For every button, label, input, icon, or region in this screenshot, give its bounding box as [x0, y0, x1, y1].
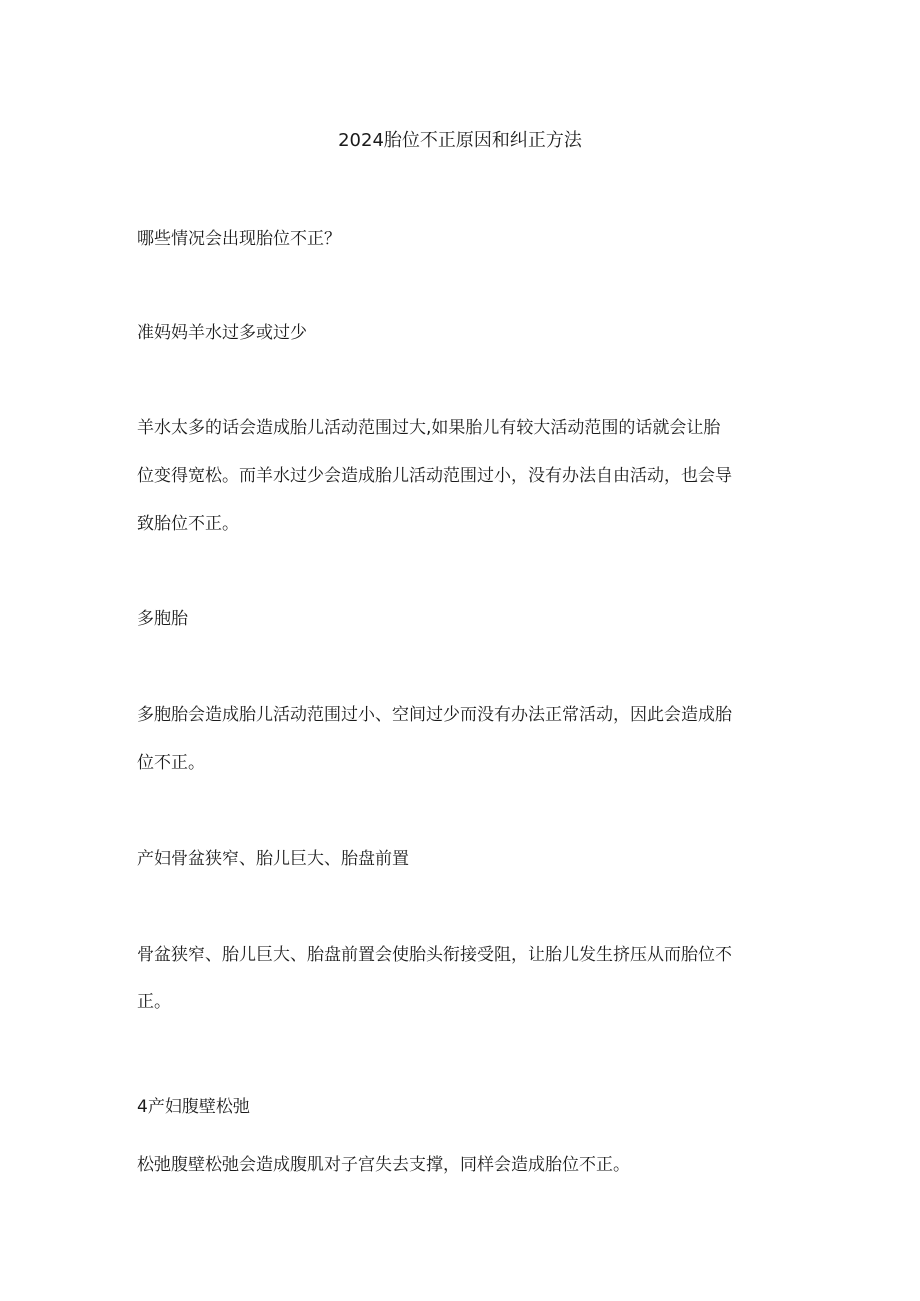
section-heading-amniotic-fluid: 准妈妈羊水过多或过少	[137, 323, 307, 343]
document-title: 2024胎位不正原因和纠正方法	[338, 130, 582, 151]
paragraph-line: 位不正。	[137, 753, 205, 773]
paragraph-line: 羊水太多的话会造成胎儿活动范围过大,如果胎儿有较大活动范围的话就会让胎	[137, 418, 721, 438]
section-heading-multiple-pregnancy: 多胞胎	[137, 609, 188, 629]
paragraph-line: 多胞胎会造成胎儿活动范围过小、空间过少而没有办法正常活动，因此会造成胎	[137, 705, 732, 725]
paragraph-line: 致胎位不正。	[137, 514, 239, 534]
paragraph-line: 骨盆狭窄、胎儿巨大、胎盘前置会使胎头衔接受阻，让胎儿发生挤压从而胎位不	[137, 945, 732, 965]
paragraph-line: 松弛腹壁松弛会造成腹肌对子宫失去支撑，同样会造成胎位不正。	[137, 1155, 630, 1175]
section-heading-abdominal-wall: 4产妇腹壁松弛	[137, 1097, 250, 1117]
paragraph-line: 正。	[137, 992, 171, 1012]
paragraph-line: 位变得宽松。而羊水过少会造成胎儿活动范围过小，没有办法自由活动，也会导	[137, 466, 732, 486]
section-heading-pelvis: 产妇骨盆狭窄、胎儿巨大、胎盘前置	[137, 849, 409, 869]
question-heading: 哪些情况会出现胎位不正？	[137, 229, 341, 249]
